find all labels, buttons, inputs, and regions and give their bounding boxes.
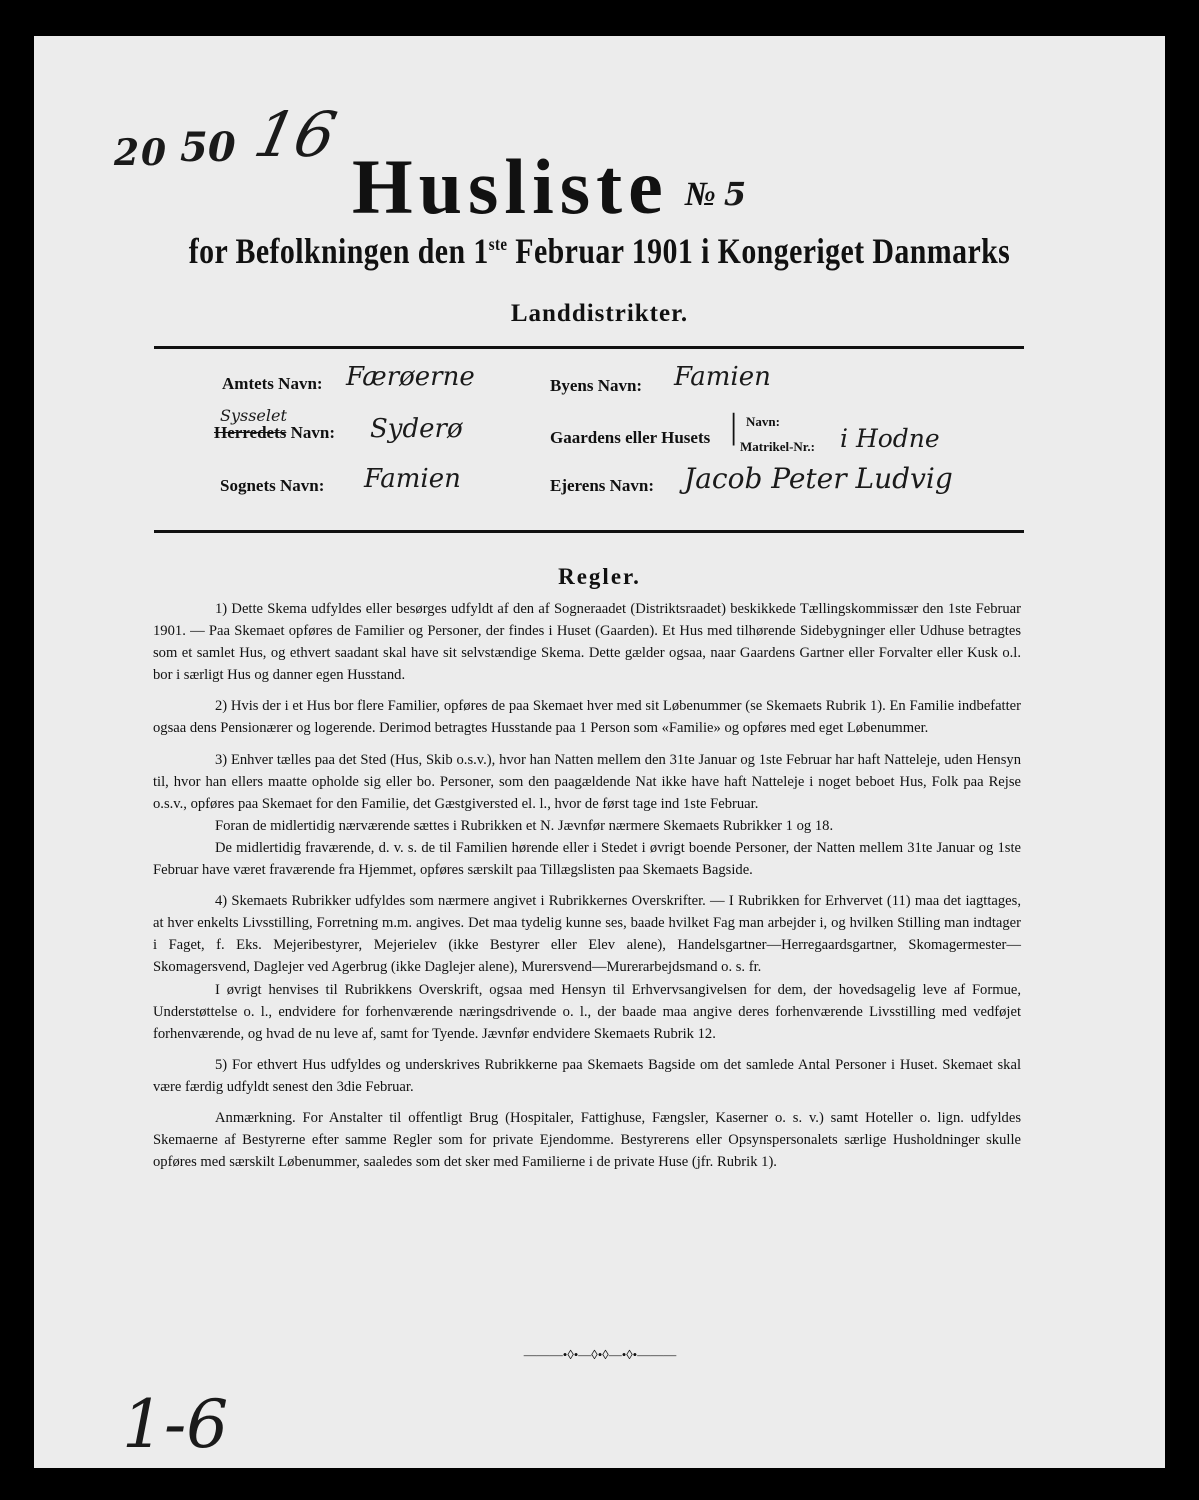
herred-label [214,423,335,443]
rules-heading: Regler. [558,564,641,589]
title-text: Husliste [352,143,669,230]
form-title [352,143,952,230]
rule-paragraph-5: 5) For ethvert Hus udfyldes og underskrives Rubrikkerne paa Skemaets Bagside om det samlede Antal Personer i Huset. Skemaet skal være færdig udfyldt senest den 3die Februar. [153,1056,1021,1095]
rule-annotation: Anmærkning. For Anstalter til offentligt Brug (Hospitaler, Fattighuse, Fængsler, Kaserner o. s. v.) samt Hoteller o. lign. udfyldes Skemaerne af Bestyrerne efter samme Regler som for private Ejendomme. Bestyrerens eller Opsynspersonalets særlige Husholdninger skulle opføres med særskilt Løbenummer, saaledes som det sker med Familierne i de private Huse (jfr. Rubrik 1). [153,1109,1021,1171]
ejer-value: Jacob Peter Ludvig [684,462,953,495]
by-label: Byens Navn: [550,376,643,395]
sogn-label: Sognets Navn: [220,476,325,495]
subtitle-part-2: Februar 1901 i Kongeriget Danmarks [507,231,1011,271]
by-value: Famien [674,362,771,392]
rule-paragraph-1: 1) Dette Skema udfyldes eller besørges udfyldt af den af Sogneraadet (Distriktsraadet) beskikkede Tællingskommissær den 1ste Februar 1901. — Paa Skemaet opføres de Familier og Personer, der findes i Huset (Gaarden). Et Hus med tilhørende Sidebygninger eller Udhuse betragtes som et samlet Hus, og ethvert saadant skal have sit selvstændige Skema. Dette gælder ogsaa, naar Gaardens Gartner eller Forvalter eller Kusk o.l. bor i særligt Hus og danner egen Husstand. [153,601,1021,684]
amt-label: Amtets Navn: [222,374,323,393]
matrikel-label: Matrikel-Nr.: [740,439,815,454]
herred-label-suffix: Navn: [290,423,336,442]
divider-bottom [154,530,1024,533]
herred-value: Syderø [370,414,463,444]
archive-mark-b: 50 [180,124,236,171]
ornament-divider: ———•◊•—◊•◊—•◊•——— [523,1347,677,1362]
rule-paragraph-4b: I øvrigt henvises til Rubrikkens Overskrift, ogsaa med Hensyn til Erhvervsangivelsen for dem, der hovedsagelig leve af Formue, Understøttelse o. l., endvidere for forhenværende næringsdrivende o. l., der baade maa angive deres forhenværende Livsstilling med vedføjet forhenværende, og hvad de nu leve af, samt for Tyende. Jævnfør endvidere Skemaets Rubrik 12. [153,981,1021,1042]
number-label: № [684,176,716,213]
subtitle-part-1: for Befolkningen den 1 [188,231,489,271]
herred-struck-word: Herredets [214,423,287,442]
census-form-page [34,36,1165,1468]
bottom-handwritten-note: 1-6 [122,1386,229,1463]
gaard-label: Gaardens eller Husets [550,428,711,447]
ejer-label: Ejerens Navn: [550,476,655,495]
subtitle-superscript: ste [488,234,508,254]
archive-mark-a: 20 [114,132,169,174]
amt-value: Færøerne [346,362,475,392]
rule-paragraph-3b: Foran de midlertidig nærværende sættes i Rubrikken et N. Jævnfør nærmere Skemaets Rubrikker 1 og 18. [215,817,834,834]
rule-paragraph-3c: De midlertidig fraværende, d. v. s. de til Familien hørende eller i Stedet i øvrigt boende Personer, der Natten mellem 31te Januar og 1ste Februar have været fraværende fra Hjemmet, opføres særskilt paa Tillægslisten paa Skemaets Bagside. [153,839,1021,879]
matrikel-value: i Hodne [840,424,940,453]
number-value: 5 [723,175,747,213]
archive-mark-c: 16 [248,98,343,171]
rules-body [153,598,1021,1182]
herred-hand-correction: Sysselet [220,406,287,425]
rule-paragraph-3: 3) Enhver tælles paa det Sted (Hus, Skib o.s.v.), hvor han Natten mellem den 31te Januar og 1ste Februar har haft Natteleje, uden Hensyn til, hvor han ellers maatte opholde sig eller bo. Personer, som den paagældende Nat ikke have haft Natteleje i noget beboet Hus, Folk paa Rejse o.s.v., opføres paa Skemaet for den Familie, det Gæstgiversted el. l., hvor de først tage ind 1ste Februar. [153,751,1021,812]
divider-top [154,346,1024,349]
form-subtitle [130,230,1069,272]
form-subtitle-2: Landdistrikter. [510,300,689,327]
brace-icon: | [730,406,738,446]
navn-label: Navn: [746,414,780,429]
rule-paragraph-4: 4) Skemaets Rubrikker udfyldes som nærmere angivet i Rubrikkernes Overskrifter. — I Rubrikken for Erhvervet (11) maa det iagttages, at hver enkelts Livsstilling, Forretning m.m. angives. Det maa tydelig kunne ses, baade hvilket Fag man arbejder i, og hvilken Stilling man indtager i Faget, f. Eks. Mejeribestyrer, Mejerielev (ikke Bestyrer eller Elev alene), Handelsgartner—Herregaardsgartner, Skomagermester—Skomagersvend, Daglejer ved Agerbrug (ikke Daglejer alene), Murersvend—Murerarbejdsmand o. s. fr. [153,893,1021,976]
sogn-value: Famien [364,464,461,494]
rule-paragraph-2: 2) Hvis der i et Hus bor flere Familier, opføres de paa Skemaet hver med sit Løbenummer (se Skemaets Rubrik 1). En Familie indbefatter ogsaa dens Pensionærer og logerende. Derimod betragtes Husstande paa 1 Person som «Familie» og opføres med eget Løbenummer. [153,698,1021,737]
